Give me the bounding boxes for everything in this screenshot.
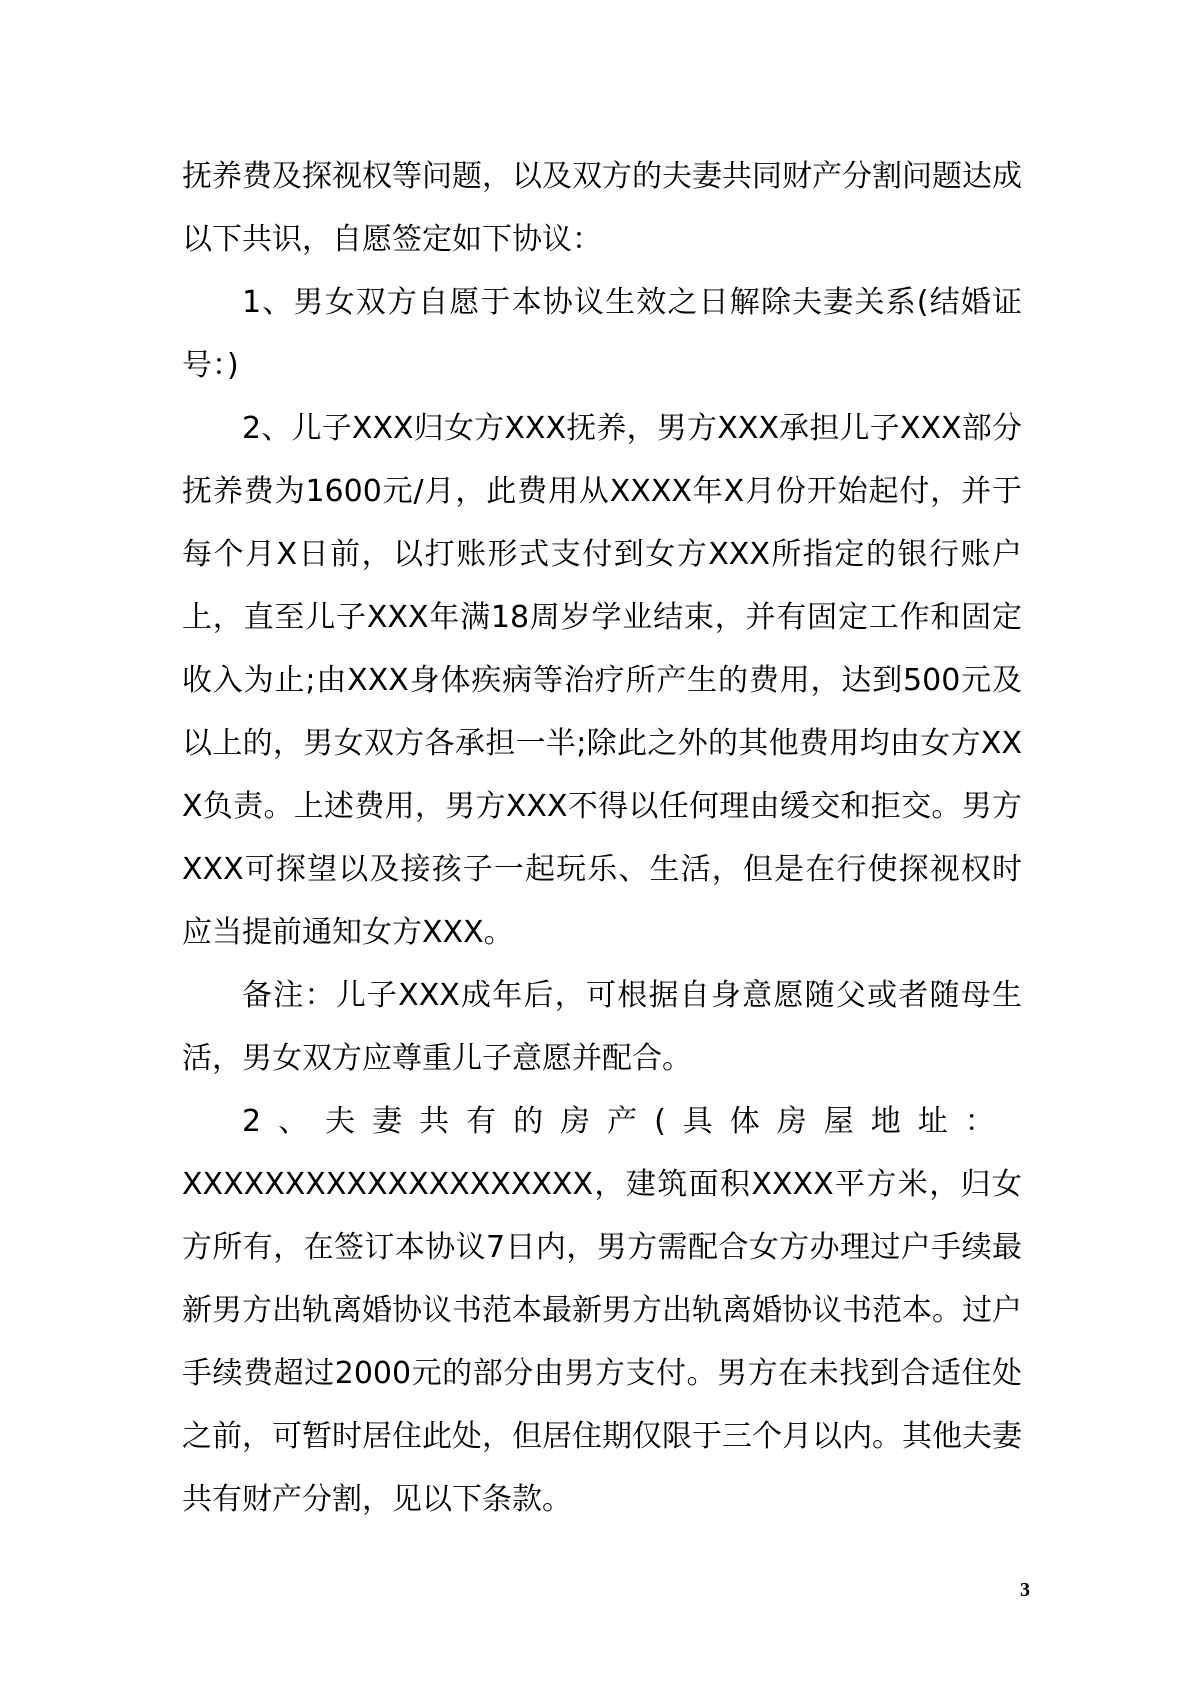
paragraph-clause-2-property-body: XXXXXXXXXXXXXXXXXXXX，建筑面积XXXX平方米，归女方所有，在签订本协议7日内，男方需配合女方办理过户手续最新男方出轨离婚协议书范本最新男方出轨离婚协议书范本。过户手续费超过2000元的部分由男方支付。男方在未找到合适住处之前，可暂时居住此处，但居住期仅限于三个月以内。其他夫妻共有财产分割，见以下条款。: [182, 1167, 1022, 1517]
paragraph-clause-2-property-heading: 2、夫妻共有的房产(具体房屋地址：: [242, 1104, 1012, 1139]
paragraph-note: 备注：儿子XXX成年后，可根据自身意愿随父或者随母生活，男女双方应尊重儿子意愿并配合。: [182, 978, 1022, 1076]
paragraph-intro: 抚养费及探视权等问题，以及双方的夫妻共同财产分割问题达成以下共识，自愿签定如下协议：: [182, 159, 1022, 257]
document-body: [182, 145, 1022, 1531]
paragraph-clause-2-custody: 2、儿子XXX归女方XXX抚养，男方XXX承担儿子XXX部分抚养费为1600元/月，此费用从XXXX年X月份开始起付，并于每个月X日前，以打账形式支付到女方XXX所指定的银行账户上，直至儿子XXX年满18周岁学业结束，并有固定工作和固定收入为止;由XXX身体疾病等治疗所产生的费用，达到500元及以上的，男女双方各承担一半;除此之外的其他费用均由女方XXX负责。上述费用，男方XXX不得以任何理由缓交和拒交。男方XXX可探望以及接孩子一起玩乐、生活，但是在行使探视权时应当提前通知女方XXX。: [182, 411, 1022, 950]
paragraph-clause-1: 1、男女双方自愿于本协议生效之日解除夫妻关系(结婚证号：): [182, 285, 1022, 383]
page-number: 3: [1020, 1579, 1030, 1601]
